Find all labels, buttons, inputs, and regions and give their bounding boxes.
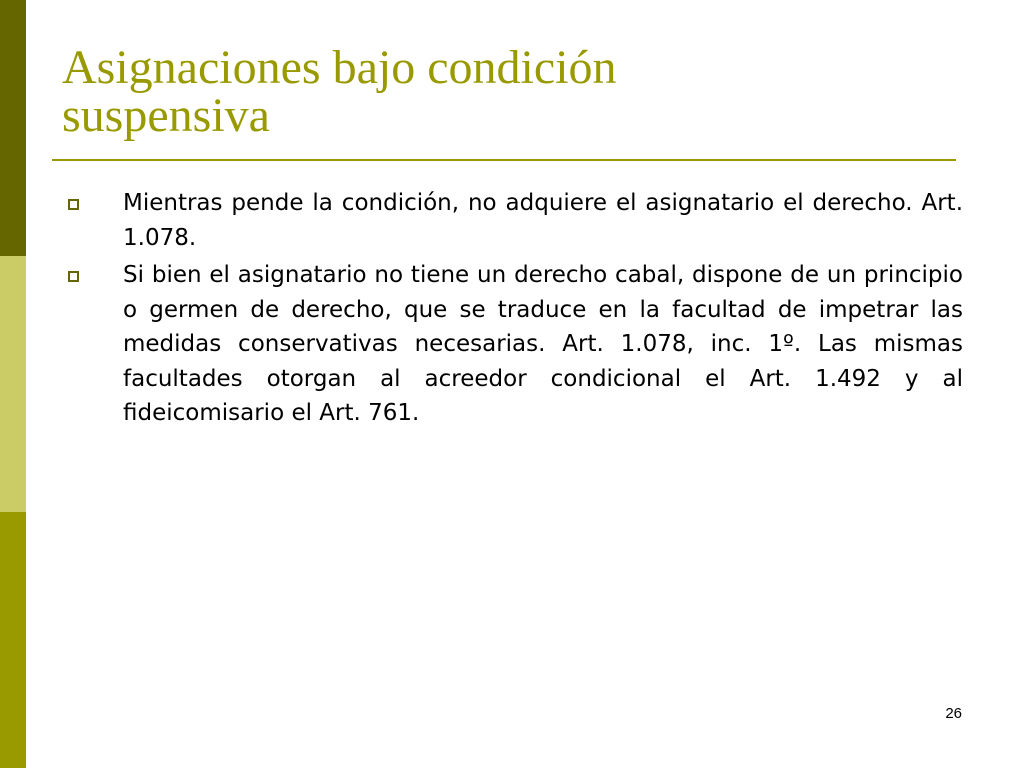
side-bar-segment-middle bbox=[0, 256, 26, 512]
side-accent-bar bbox=[0, 0, 26, 768]
bullet-item-1 bbox=[60, 186, 963, 255]
side-bar-segment-top bbox=[0, 0, 26, 256]
title-underline bbox=[52, 159, 956, 161]
square-bullet-icon bbox=[68, 199, 79, 210]
slide-number: 26 bbox=[945, 705, 962, 722]
square-bullet-icon bbox=[68, 271, 79, 282]
slide-title-line-1: Asignaciones bajo condición bbox=[62, 41, 617, 94]
bullet-list bbox=[60, 186, 963, 434]
slide-title-line-2: suspensiva bbox=[62, 89, 270, 142]
side-bar-segment-bottom bbox=[0, 512, 26, 768]
bullet-item-2 bbox=[60, 258, 963, 431]
slide-title bbox=[62, 41, 962, 142]
bullet-text-2: Si bien el asignatario no tiene un derecho cabal, dispone de un principio o germen de derecho, que se traduce en la facultad de impetrar las medidas conservativas necesarias. Art. 1.078, inc. 1º. Las mismas facultades otorgan al acreedor condicional el Art. 1.492 y al fideicomisario el Art. 761. bbox=[123, 262, 963, 426]
bullet-text-1: Mientras pende la condición, no adquiere el asignatario el derecho. Art. 1.078. bbox=[123, 190, 963, 251]
